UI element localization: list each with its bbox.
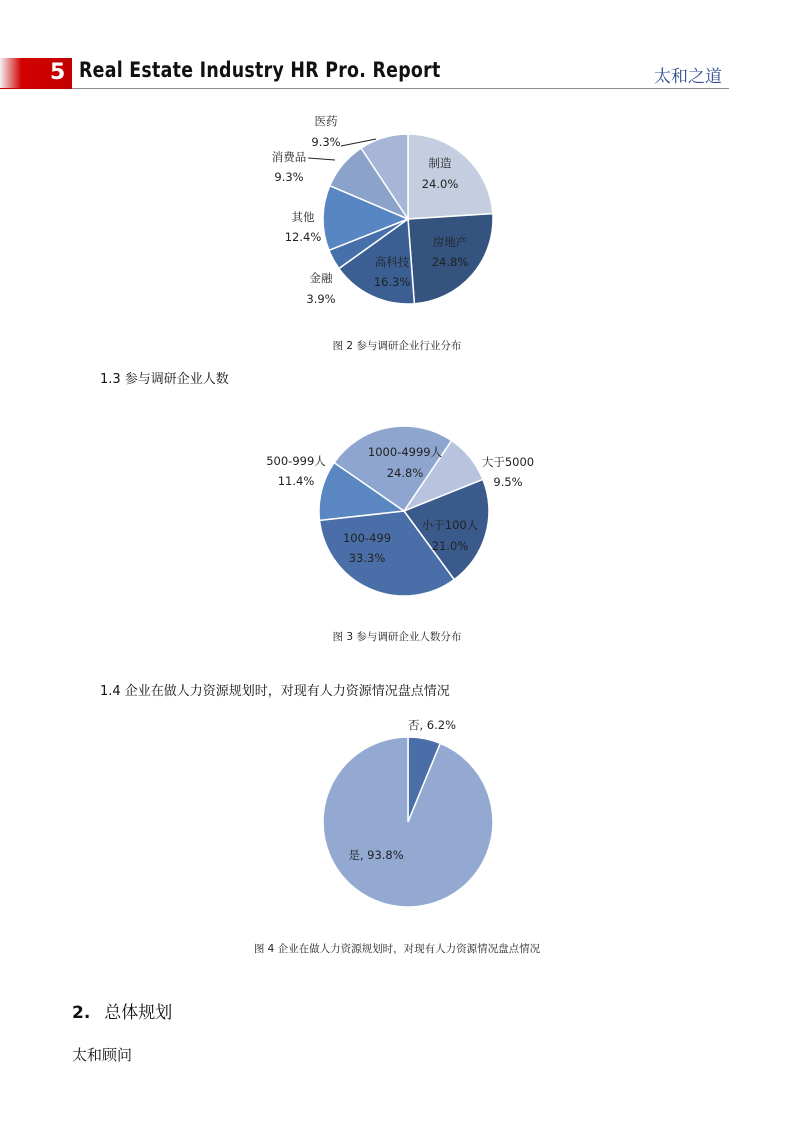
section-2-title: 总体规划 [104,1003,173,1023]
leader-line-consumer [308,158,335,160]
pie-value-finance: 3.9% [306,292,336,306]
section-2-number: 2. [72,1003,91,1023]
inventory-review-pie-chart [0,712,794,912]
pie-value-pharma: 9.3% [311,135,341,149]
section-1-4-heading: 1.4 企业在做人力资源规划时，对现有人力资源情况盘点情况 [100,684,450,699]
pie-value-under100: 21.0% [431,539,469,553]
pie-label-yes: 是, 93.8% [348,848,404,862]
report-title: Real Estate Industry HR Pro. Report [79,58,441,82]
pie-label-other: 其他 [291,210,315,224]
company-size-pie-chart [0,420,794,610]
pie-value-500-999: 11.4% [277,474,315,488]
pie-slice-1 [323,737,493,907]
page-number: 5 [50,60,66,85]
pie-label-finance: 金融 [309,271,333,285]
header-rule-accent [0,88,72,89]
pie-label-no: 否, 6.2% [407,718,457,732]
pie-label-1000-4999: 1000-4999人 [367,445,443,459]
figure-4-caption: 图 4 企业在做人力资源规划时，对现有人力资源情况盘点情况 [253,943,541,955]
brand-name: 太和之道 [654,67,722,87]
pie-label-pharma: 医药 [314,114,338,128]
pie-value-over5000: 9.5% [493,475,523,489]
pie-label-over5000: 大于5000 [481,455,535,469]
pie-label-100-499: 100-499 [342,531,392,545]
pie-value-manufacturing: 24.0% [421,177,459,191]
pie-value-100-499: 33.3% [348,551,386,565]
pie-label-manufacturing: 制造 [428,156,452,170]
pie-value-1000-4999: 24.8% [386,466,424,480]
industry-pie-chart [0,100,794,330]
figure-2-caption: 图 2 参与调研企业行业分布 [332,340,462,352]
section-1-3-heading: 1.3 参与调研企业人数 [100,372,229,387]
pie-value-hightech: 16.3% [373,275,411,289]
figure-3-caption: 图 3 参与调研企业人数分布 [332,631,462,643]
pie-label-realestate: 房地产 [432,235,468,249]
pie-label-hightech: 高科技 [374,255,410,269]
header-rule [72,88,729,89]
pie-label-under100: 小于100人 [421,518,479,532]
sub-heading: 太和顾问 [72,1046,133,1064]
section-2-heading [72,998,172,1023]
pie-value-consumer: 9.3% [274,170,304,184]
pie-label-500-999: 500-999人 [266,454,326,468]
pie-value-realestate: 24.8% [431,255,469,269]
pie-value-other: 12.4% [284,230,322,244]
pie-label-consumer: 消费品 [271,150,307,164]
